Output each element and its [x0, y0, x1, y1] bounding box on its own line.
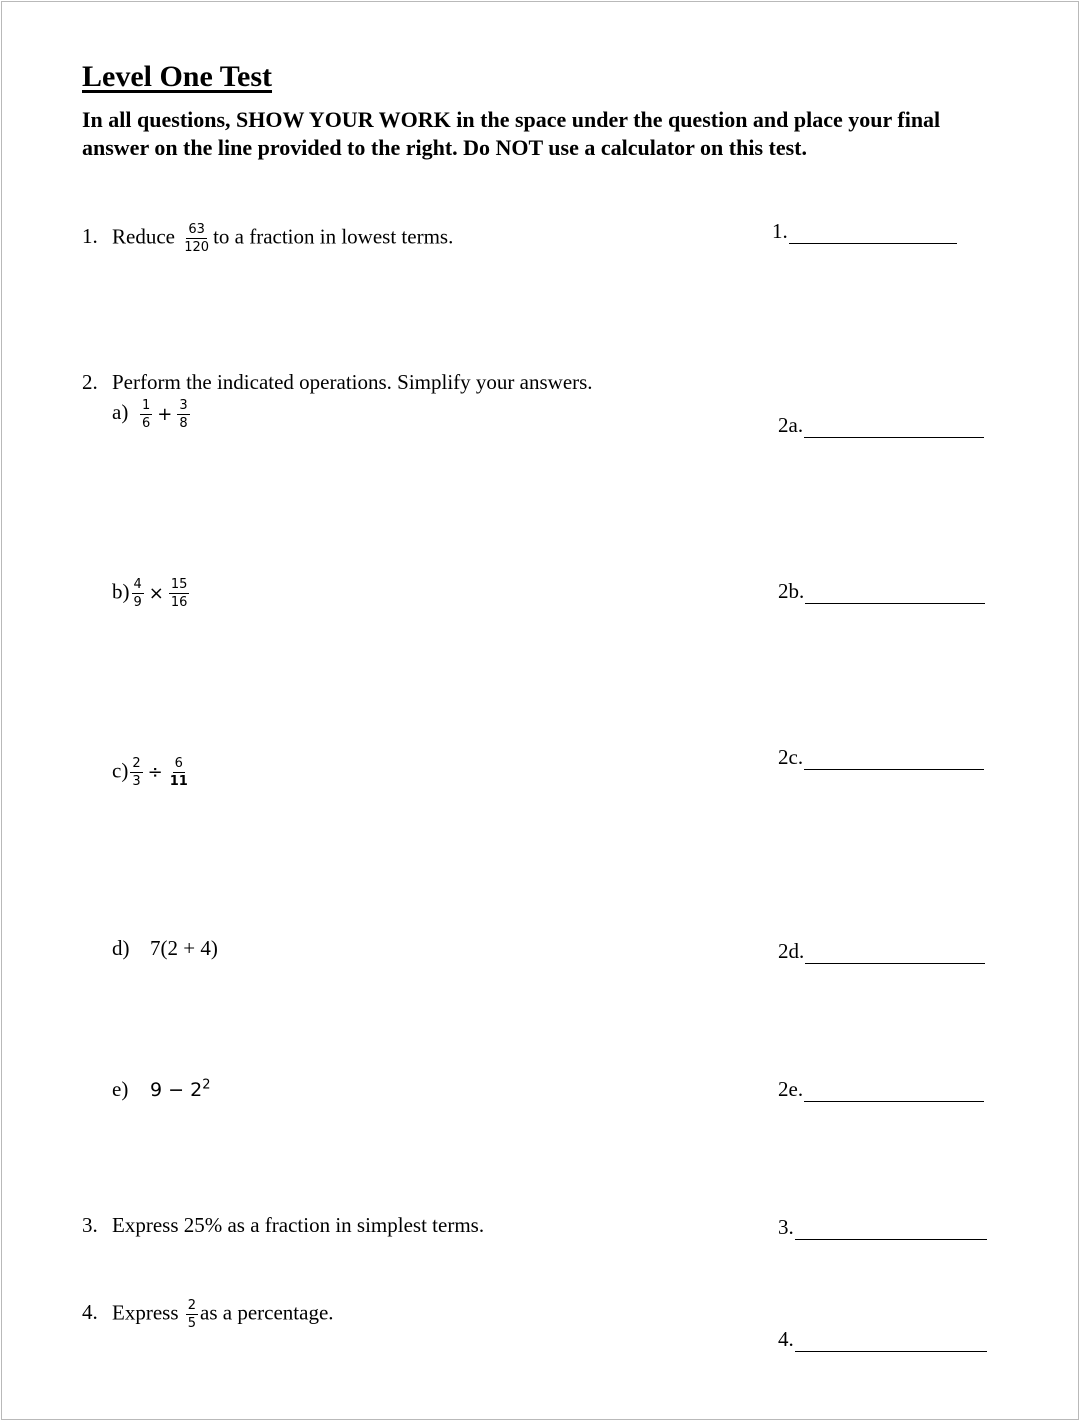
answer-label: 2b.: [778, 579, 805, 603]
fraction: $\frac{1}{6}$: [142, 398, 151, 431]
expression: $9 - 2^2$: [150, 1078, 211, 1102]
question-2c: [112, 756, 192, 789]
plus-operator: +: [157, 403, 173, 425]
answer-line[interactable]: [795, 1219, 987, 1240]
question-text: as a percentage.: [200, 1300, 334, 1325]
answer-line[interactable]: [789, 223, 957, 244]
answer-line[interactable]: [805, 583, 985, 604]
exponent: 2: [202, 1078, 211, 1093]
answer-label: 2d.: [778, 939, 805, 963]
answer-label: 3.: [778, 1215, 794, 1239]
page-title: Level One Test: [82, 60, 273, 93]
answer-label: 4.: [778, 1327, 794, 1351]
question-number: 4.: [82, 1300, 98, 1325]
sub-label: a): [112, 400, 129, 425]
fraction: $\frac{6}{11}$: [169, 756, 188, 789]
question-number: 2.: [82, 370, 98, 394]
answer-2d[interactable]: [778, 938, 985, 964]
sub-label: b): [112, 579, 130, 604]
question-number: 3.: [82, 1213, 98, 1237]
answer-1[interactable]: [772, 218, 957, 244]
expression: 7(2 + 4): [150, 936, 218, 960]
question-2a: [112, 398, 192, 431]
answer-label: 2c.: [778, 745, 804, 769]
question-2e: [112, 1072, 210, 1104]
answer-line[interactable]: [805, 943, 985, 964]
question-text: Reduce: [112, 224, 175, 249]
question-number: 1.: [82, 224, 98, 249]
question-text: Express: [112, 1300, 179, 1325]
page-border: [1, 1, 1079, 1420]
question-1: [82, 222, 453, 255]
fraction: $\frac{4}{9}$: [133, 577, 142, 610]
question-3: [82, 1211, 484, 1239]
question-text: Perform the indicated operations. Simplify your answers.: [112, 370, 593, 394]
answer-line[interactable]: [804, 417, 984, 438]
answer-line[interactable]: [804, 1081, 984, 1102]
answer-2e[interactable]: [778, 1076, 984, 1102]
question-2d: [112, 934, 218, 962]
answer-2a[interactable]: [778, 412, 984, 438]
sub-label: d): [112, 936, 130, 960]
sub-label: c): [112, 758, 129, 783]
question-text: Express 25% as a fraction in simplest terms.: [112, 1213, 485, 1237]
divide-operator: ÷: [147, 761, 163, 783]
question-text: to a fraction in lowest terms.: [213, 224, 454, 249]
question-4: [82, 1298, 334, 1331]
question-2: [82, 368, 593, 396]
answer-label: 2a.: [778, 413, 804, 437]
fraction: $\frac{15}{16}$: [170, 577, 188, 610]
answer-2b[interactable]: [778, 578, 985, 604]
instructions: In all questions, SHOW YOUR WORK in the space under the question and place your final answer on the line provided to the right. Do NOT use a calculator on this test.: [82, 107, 941, 160]
multiply-operator: ×: [148, 582, 164, 604]
fraction: $\frac{63}{120}$: [184, 222, 210, 255]
answer-2c[interactable]: [778, 744, 984, 770]
answer-label: 1.: [772, 219, 788, 243]
sub-label: e): [112, 1077, 129, 1102]
answer-line[interactable]: [795, 1331, 987, 1352]
question-2b: [112, 577, 191, 610]
fraction: $\frac{3}{8}$: [179, 398, 188, 431]
answer-3[interactable]: [778, 1214, 987, 1240]
fraction: $\frac{2}{5}$: [187, 1298, 197, 1331]
answer-line[interactable]: [804, 749, 984, 770]
answer-label: 2e.: [778, 1077, 804, 1101]
fraction: $\frac{2}{3}$: [132, 756, 141, 789]
answer-4[interactable]: [778, 1326, 987, 1352]
